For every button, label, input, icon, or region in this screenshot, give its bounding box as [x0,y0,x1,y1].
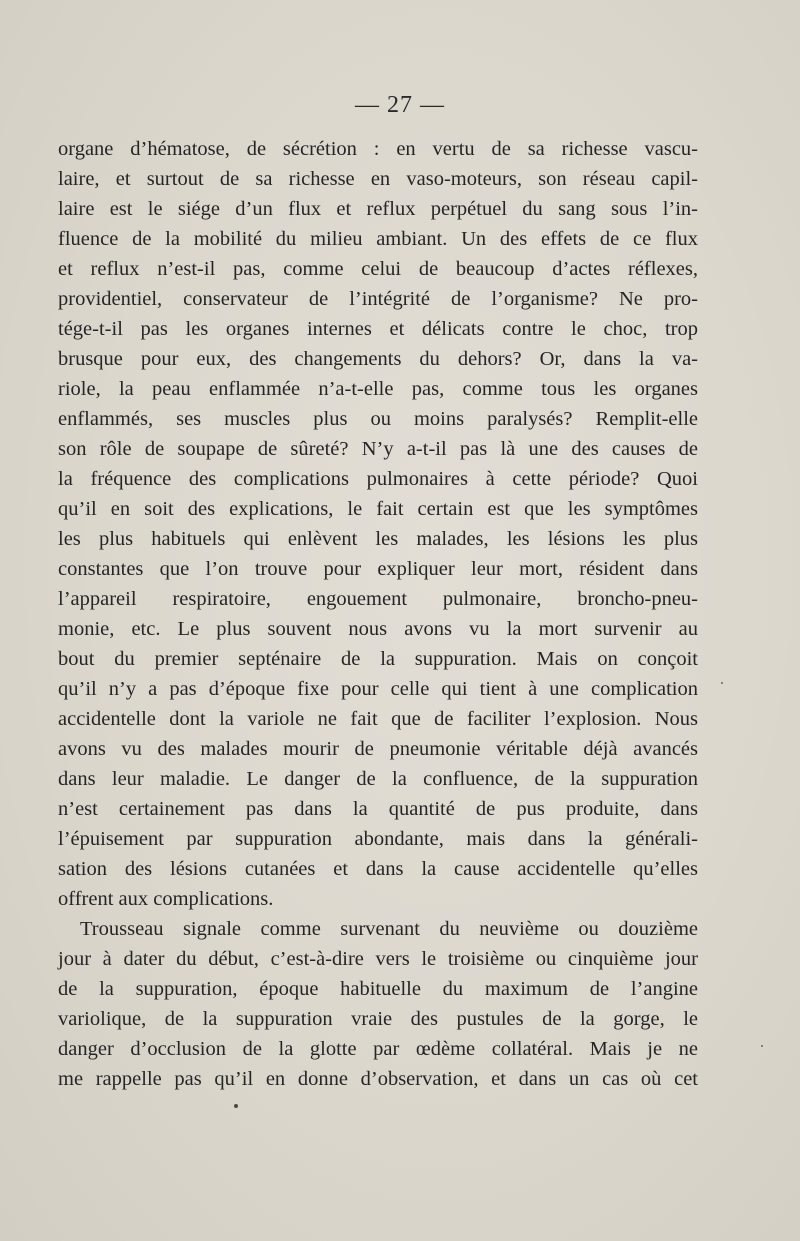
text-line: et reflux n’est-il pas, comme celui de beaucoup d’actes réflexes, [58,258,698,280]
text-line: riole, la peau enflammée n’a-t-elle pas, comme tous les organes [58,378,698,400]
text-line: laire, et surtout de sa richesse en vaso-moteurs, son réseau capil- [58,168,698,190]
text-line: laire est le siége d’un flux et reflux perpétuel du sang sous l’in- [58,198,698,220]
text-line: organe d’hématose, de sécrétion : en vertu de sa richesse vascu- [58,138,698,160]
text-line: providentiel, conservateur de l’intégrité de l’organisme? Ne pro- [58,288,698,310]
text-line: fluence de la mobilité du milieu ambiant. Un des effets de ce flux [58,228,698,250]
text-line: son rôle de soupape de sûreté? N’y a-t-il pas là une des causes de [58,438,698,460]
text-line: avons vu des malades mourir de pneumonie véritable déjà avancés [58,738,698,760]
ink-speck [721,682,723,684]
text-line: accidentelle dont la variole ne fait que de faciliter l’explosion. Nous [58,708,698,730]
text-line: bout du premier septénaire de la suppuration. Mais on conçoit [58,648,698,670]
text-line: l’épuisement par suppuration abondante, mais dans la générali- [58,828,698,850]
text-line: me rappelle pas qu’il en donne d’observation, et dans un cas où cet [58,1068,698,1090]
text-line: la fréquence des complications pulmonaires à cette période? Quoi [58,468,698,490]
text-line: l’appareil respiratoire, engouement pulmonaire, broncho-pneu- [58,588,698,610]
text-line: les plus habituels qui enlèvent les malades, les lésions les plus [58,528,698,550]
text-line: qu’il n’y a pas d’époque fixe pour celle qui tient à une complication [58,678,698,700]
text-line: de la suppuration, époque habituelle du maximum de l’angine [58,978,698,1000]
text-line: qu’il en soit des explications, le fait certain est que les symptômes [58,498,698,520]
text-line: danger d’occlusion de la glotte par œdème collatéral. Mais je ne [58,1038,698,1060]
text-line: dans leur maladie. Le danger de la confluence, de la suppuration [58,768,698,790]
page-number: — 27 — [355,92,445,118]
text-line: jour à dater du début, c’est-à-dire vers le troisième ou cinquième jour [58,948,698,970]
text-line: enflammés, ses muscles plus ou moins paralysés? Remplit-elle [58,408,698,430]
text-line: sation des lésions cutanées et dans la cause accidentelle qu’elles [58,858,698,880]
text-line: variolique, de la suppuration vraie des pustules de la gorge, le [58,1008,698,1030]
text-line: tége-t-il pas les organes internes et délicats contre le choc, trop [58,318,698,340]
text-line: n’est certainement pas dans la quantité de pus produite, dans [58,798,698,820]
text-line: constantes que l’on trouve pour expliquer leur mort, résident dans [58,558,698,580]
text-line: Trousseau signale comme survenant du neuvième ou douzième [80,918,698,940]
ink-speck [761,1045,763,1047]
body-text [58,134,698,1094]
text-line: brusque pour eux, des changements du dehors? Or, dans la va- [58,348,698,370]
text-line: offrent aux complications. [58,888,274,910]
ink-speck [234,1104,238,1108]
text-line: monie, etc. Le plus souvent nous avons vu la mort survenir au [58,618,698,640]
